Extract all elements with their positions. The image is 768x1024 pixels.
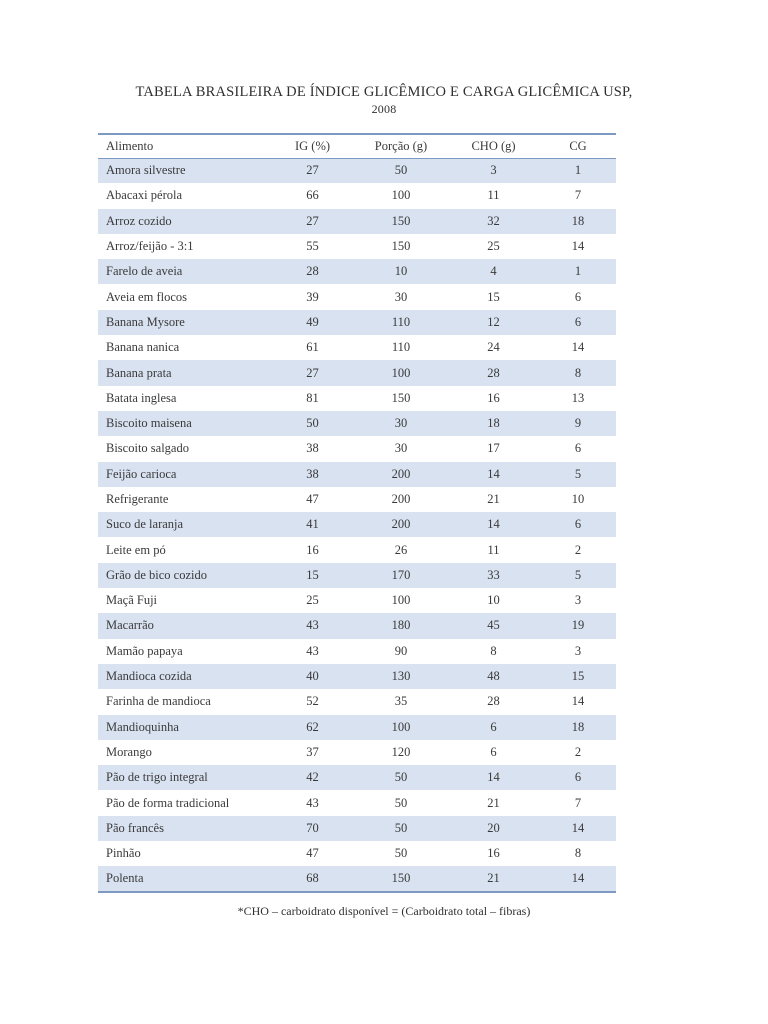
portion-value: 90 [394,643,408,658]
cho-value: 11 [487,542,500,557]
portion-value: 50 [394,820,408,835]
table-row [98,664,616,689]
cg-value: 3 [574,643,582,658]
cho-value: 45 [487,618,500,633]
cg-value: 8 [574,846,582,861]
cg-value: 6 [574,441,582,456]
food-name: Morango [106,744,152,759]
cho-value: 16 [487,846,500,861]
ig-value: 61 [306,340,319,355]
ig-value: 70 [306,820,319,835]
table-row [98,613,616,638]
table-row [98,462,616,487]
table-row [98,487,616,512]
cg-value: 18 [571,719,585,734]
table-row [98,284,616,309]
ig-value: 42 [306,770,319,785]
header-cg: CG [569,138,587,153]
ig-value: 27 [306,365,319,380]
ig-value: 81 [306,390,319,405]
table-row [98,436,616,461]
cho-value: 14 [487,517,500,532]
cg-value: 5 [574,466,582,481]
portion-value: 50 [394,846,408,861]
cho-value: 21 [487,870,500,885]
cho-value: 14 [487,770,500,785]
portion-value: 26 [394,542,408,557]
cho-value: 25 [487,239,500,254]
table-row [98,209,616,234]
table-row [98,639,616,664]
portion-value: 180 [391,618,411,633]
food-name: Biscoito maisena [106,416,192,431]
table-row [98,310,616,335]
cho-value: 48 [487,669,500,684]
portion-value: 30 [394,441,408,456]
cg-value: 18 [571,213,585,228]
portion-value: 100 [391,365,411,380]
food-name: Aveia em flocos [106,289,187,304]
food-name: Macarrão [106,618,154,633]
table-header-row [98,134,616,158]
food-name: Arroz cozido [106,213,172,228]
ig-value: 62 [306,719,319,734]
ig-value: 55 [306,239,319,254]
header-ig: IG (%) [294,138,331,153]
cho-value: 18 [487,416,500,431]
ig-value: 43 [306,795,319,810]
cho-value: 21 [487,795,500,810]
table-row [98,234,616,259]
table-row [98,563,616,588]
cg-value: 2 [574,744,582,759]
portion-value: 30 [394,416,408,431]
ig-value: 68 [306,870,319,885]
header-cho: CHO (g) [471,138,516,153]
cg-value: 6 [574,517,582,532]
food-name: Banana nanica [106,340,180,355]
table-row [98,866,616,891]
table-row [98,158,616,183]
portion-value: 50 [394,770,408,785]
ig-value: 39 [306,289,319,304]
cho-value: 20 [487,820,500,835]
portion-value: 200 [391,517,411,532]
ig-value: 15 [306,567,319,582]
cho-value: 17 [487,441,500,456]
portion-value: 100 [391,719,411,734]
table-row [98,386,616,411]
portion-value: 130 [391,669,411,684]
cg-value: 14 [571,820,585,835]
cg-value: 14 [571,340,585,355]
food-name: Feijão carioca [106,466,177,481]
portion-value: 35 [394,694,408,709]
cho-value: 28 [487,365,500,380]
table-row [98,360,616,385]
table-row [98,715,616,740]
portion-value: 30 [394,289,408,304]
ig-value: 49 [306,314,319,329]
ig-value: 41 [306,517,319,532]
table-row [98,588,616,613]
cg-value: 7 [574,188,582,203]
food-name: Polenta [106,870,144,885]
header-porcao: Porção (g) [374,138,428,153]
cho-value: 3 [490,163,497,178]
cho-value: 6 [490,719,497,734]
food-name: Suco de laranja [106,517,184,532]
portion-value: 120 [391,744,411,759]
cg-value: 6 [574,314,582,329]
cg-value: 5 [574,567,582,582]
food-name: Refrigerante [106,492,169,506]
ig-value: 43 [306,618,319,633]
cho-value: 4 [490,264,497,279]
table-row [98,765,616,790]
food-name: Pão de trigo integral [106,770,208,785]
food-name: Pinhão [106,846,141,861]
cg-value: 7 [574,795,582,810]
portion-value: 200 [391,466,411,481]
ig-value: 38 [306,466,319,481]
food-name: Mamão papaya [106,643,183,658]
portion-value: 150 [391,239,411,254]
cg-value: 1 [574,163,582,178]
ig-value: 28 [306,264,319,279]
food-name: Maçã Fuji [106,593,158,608]
cho-value: 24 [487,340,500,355]
table-body [98,158,616,892]
ig-value: 43 [306,643,319,658]
table-row [98,689,616,714]
cg-value: 10 [571,492,585,506]
food-name: Abacaxi pérola [106,188,183,203]
food-name: Leite em pó [106,542,166,557]
food-name: Biscoito salgado [106,441,189,456]
portion-value: 100 [391,188,411,203]
food-name: Batata inglesa [106,390,177,405]
cg-value: 9 [574,416,582,431]
food-name: Farelo de aveia [106,264,183,279]
cg-value: 2 [574,542,582,557]
cho-value: 14 [487,466,500,481]
ig-value: 16 [306,542,319,557]
cg-value: 8 [574,365,582,380]
ig-value: 47 [306,846,319,861]
cg-value: 19 [571,618,585,633]
ig-value: 37 [306,744,319,759]
cg-value: 6 [574,289,582,304]
ig-value: 25 [306,593,319,608]
table-row [98,790,616,815]
cg-value: 1 [574,264,582,279]
table-title [100,84,668,118]
cho-value: 15 [487,289,500,304]
cho-value: 12 [487,314,500,329]
portion-value: 200 [391,492,411,506]
food-name: Pão de forma tradicional [106,795,230,810]
portion-value: 150 [391,870,411,885]
table-title-line1: TABELA BRASILEIRA DE ÍNDICE GLICÊMICO E CARGA GLICÊMICA USP, [135,84,633,100]
cg-value: 15 [571,669,585,684]
table-row [98,183,616,208]
cho-value: 11 [487,188,500,203]
glycemic-index-table [98,133,616,893]
food-name: Farinha de mandioca [106,694,211,709]
portion-value: 150 [391,390,411,405]
cho-value: 32 [487,213,500,228]
ig-value: 47 [306,492,319,506]
table-row [98,512,616,537]
cho-value: 21 [487,492,500,506]
food-name: Mandioquinha [106,719,179,734]
cho-value: 33 [487,567,500,582]
portion-value: 150 [391,213,411,228]
ig-value: 50 [306,416,319,431]
cho-value: 16 [487,390,500,405]
portion-value: 50 [394,795,408,810]
portion-value: 110 [391,314,411,329]
portion-value: 10 [394,264,408,279]
cho-value: 28 [487,694,500,709]
portion-value: 50 [394,163,408,178]
food-name: Grão de bico cozido [106,567,208,582]
table-row [98,259,616,284]
food-name: Banana prata [106,365,172,380]
cho-value: 8 [490,643,497,658]
cg-value: 14 [571,694,585,709]
footnote: *CHO – carboidrato disponível = (Carboidrato total – fibras) [237,904,531,918]
ig-value: 27 [306,213,319,228]
portion-value: 100 [391,593,411,608]
ig-value: 38 [306,441,319,456]
table-title-line2: 2008 [371,102,397,116]
cg-value: 14 [571,870,585,885]
cho-value: 6 [490,744,497,759]
table-row [98,841,616,866]
food-name: Pão francês [106,820,164,835]
cho-value: 10 [487,593,500,608]
food-name: Mandioca cozida [106,669,192,684]
table-row [98,740,616,765]
ig-value: 40 [306,669,319,684]
table-row [98,411,616,436]
food-name: Amora silvestre [106,163,186,178]
food-name: Banana Mysore [106,314,185,329]
portion-value: 110 [391,340,411,355]
table-row [98,335,616,360]
cg-value: 13 [571,390,585,405]
table-row [98,816,616,841]
ig-value: 52 [306,694,319,709]
header-alimento: Alimento [106,138,154,153]
cg-value: 3 [574,593,582,608]
ig-value: 66 [306,188,319,203]
ig-value: 27 [306,163,319,178]
portion-value: 170 [391,567,411,582]
food-name: Arroz/feijão - 3:1 [106,239,194,254]
cg-value: 6 [574,770,582,785]
cg-value: 14 [571,239,585,254]
table-row [98,537,616,562]
